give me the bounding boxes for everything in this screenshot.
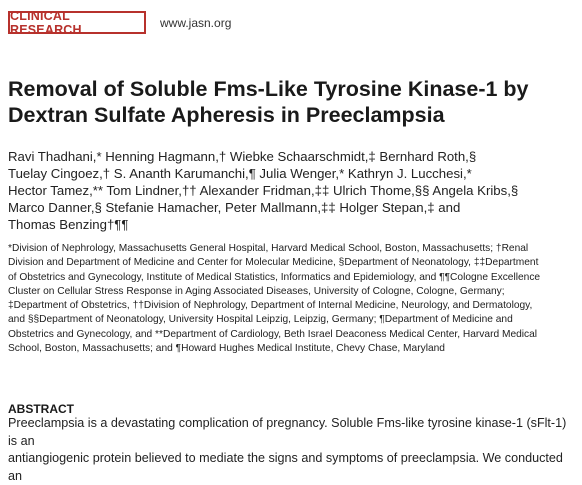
abstract-heading: ABSTRACT <box>8 402 74 416</box>
abstract-text: Preeclampsia is a devastating complication of pregnancy. Soluble Fms-like tyrosine kinase-1 (sFlt-1) is an antiangiogenic protein believed to mediate the signs and symptoms of preeclampsia. We conducted an <box>8 416 567 483</box>
section-label-badge <box>8 8 146 37</box>
section-label: CLINICAL RESEARCH <box>10 8 82 37</box>
journal-website: www.jasn.org <box>160 16 232 30</box>
author-list: Ravi Thadhani,* Henning Hagmann,† Wiebke Schaarschmidt,‡ Bernhard Roth,§ Tuelay Cingoez,† S. Ananth Karumanchi,¶ Julia Wenger,* Kathryn J. Lucchesi,* Hector Tamez,** Tom Lindner,†† Alexander Fridman,‡‡ Ulrich Thome,§§ Angela Kribs,§ Marco Danner,§ Stefanie Hamacher, Peter Mallmann,‡‡ Holger Stepan,‡ and Thomas Benzing†¶¶ <box>8 149 519 232</box>
affiliations: *Division of Nephrology, Massachusetts General Hospital, Harvard Medical School, Boston, Massachusetts; †Renal Division and Department of Medicine and Center for Molecular Medicine, §Department of Neonatology, ‡‡Department of Obstetrics and Gynecology, Institute of Medical Statistics, Informatics and Epidemiology, and ¶¶Cologne Excellence Cluster on Cellular Stress Response in Aging Associated Diseases, University of Cologne, Cologne, Germany; ‡Department of Obstetrics, ††Division of Nephrology, Department of Internal Medicine, Neurology, and Dermatology, and §§Department of Neonatology, University Hospital Leipzig, Leipzig, Germany; ¶Department of Medicine and Obstetrics and Gynecology, and **Department of Cardiology, Beth Israel Deaconess Medical Center, Harvard Medical School, Boston, Massachusetts; and ¶Howard Hughes Medical Institute, Chevy Chase, Maryland <box>8 243 541 355</box>
article-title: Removal of Soluble Fms-Like Tyrosine Kinase-1 by Dextran Sulfate Apheresis in Preeclampsia <box>8 77 529 127</box>
